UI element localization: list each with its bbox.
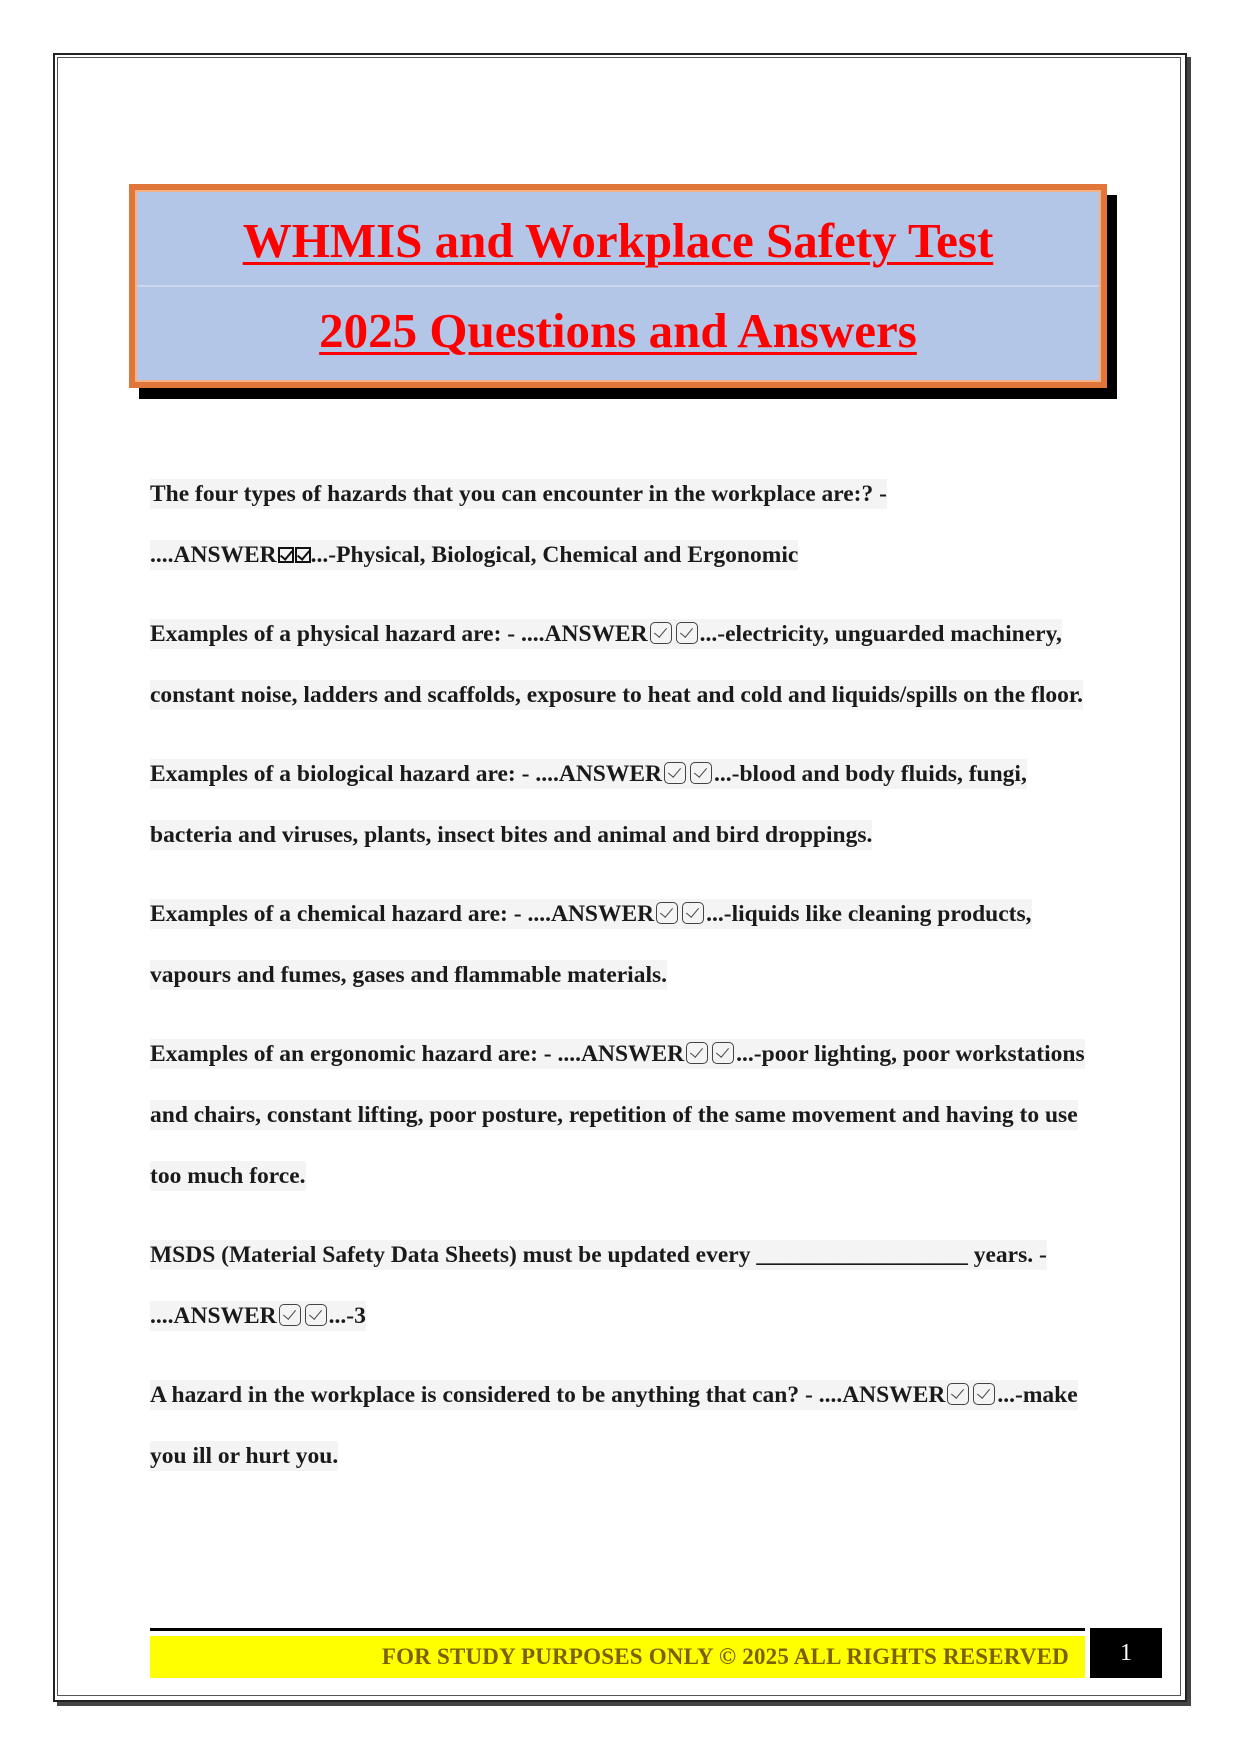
- answer-marker: ....ANSWER: [150, 1303, 277, 1329]
- checkbox-check-icon: [305, 1304, 327, 1326]
- qa-item: [150, 744, 1100, 866]
- answer-suffix: ...: [997, 1382, 1015, 1408]
- question-text: Examples of an ergonomic hazard are: -: [150, 1041, 558, 1067]
- qa-content: [150, 464, 1100, 1505]
- question-text: Examples of a physical hazard are: -: [150, 621, 521, 647]
- checkbox-check-icon: [656, 902, 678, 924]
- qa-item: [150, 1024, 1100, 1207]
- answer-text: -liquids like cleaning products, vapours and fumes, gases and flammable materials.: [150, 901, 1032, 988]
- checkbox-check-icon: [295, 547, 311, 563]
- answer-text: -electricity, unguarded machinery, constant noise, ladders and scaffolds, exposure to heat and cold and liquids/spills on the floor.: [150, 621, 1084, 708]
- footer-bar: [150, 1636, 1085, 1678]
- qa-item: [150, 604, 1100, 726]
- checkbox-check-icon: [650, 622, 672, 644]
- answer-marker: ....ANSWER: [535, 761, 663, 787]
- checkbox-check-icon: [690, 762, 712, 784]
- title-line-2: 2025 Questions and Answers: [319, 303, 917, 358]
- checkbox-check-icon: [712, 1042, 734, 1064]
- footer-text: FOR STUDY PURPOSES ONLY © 2025 ALL RIGHTS RESERVED: [381, 1644, 1069, 1669]
- checkbox-check-icon: [973, 1383, 995, 1405]
- question-text: The four types of hazards that you can encounter in the workplace are:? -: [150, 481, 887, 507]
- answer-text: -poor lighting, poor workstations and chairs, constant lifting, poor posture, repetition of the same movement and having to use too much force.: [150, 1041, 1085, 1189]
- answer-suffix: ...: [328, 1303, 347, 1329]
- answer-suffix: ...: [714, 761, 732, 787]
- qa-item: [150, 464, 1100, 586]
- question-text: MSDS (Material Safety Data Sheets) must be updated every __________________ years. -: [150, 1242, 1047, 1268]
- page-number: 1: [1090, 1628, 1162, 1678]
- title-box: [129, 184, 1107, 388]
- checkbox-check-icon: [686, 1042, 708, 1064]
- title-inner: [135, 190, 1101, 382]
- answer-text: -blood and body fluids, fungi, bacteria and viruses, plants, insect bites and animal and bird droppings.: [150, 761, 1027, 848]
- checkbox-check-icon: [947, 1383, 969, 1405]
- title-line-1: WHMIS and Workplace Safety Test: [242, 213, 994, 268]
- checkbox-check-icon: [664, 762, 686, 784]
- answer-text: -Physical, Biological, Chemical and Ergonomic: [328, 542, 799, 568]
- qa-item: [150, 1365, 1100, 1487]
- checkbox-check-icon: [278, 547, 294, 563]
- checkbox-check-icon: [279, 1304, 301, 1326]
- answer-marker: ....ANSWER: [818, 1382, 946, 1408]
- answer-marker: ....ANSWER: [557, 1041, 685, 1067]
- answer-marker: ....ANSWER: [521, 621, 648, 647]
- answer-marker: ....ANSWER: [150, 542, 277, 568]
- answer-suffix: ...: [310, 542, 329, 568]
- answer-suffix: ...: [706, 901, 724, 927]
- answer-suffix: ...: [736, 1041, 754, 1067]
- question-text: Examples of a chemical hazard are: -: [150, 901, 528, 927]
- checkbox-check-icon: [682, 902, 704, 924]
- answer-suffix: ...: [699, 621, 718, 647]
- answer-text: -3: [346, 1303, 366, 1329]
- qa-item: [150, 884, 1100, 1006]
- footer-rule: [150, 1628, 1085, 1631]
- answer-marker: ....ANSWER: [527, 901, 655, 927]
- question-text: Examples of a biological hazard are: -: [150, 761, 536, 787]
- answer-text: -make you ill or hurt you.: [150, 1382, 1078, 1469]
- question-text: A hazard in the workplace is considered to be anything that can? -: [150, 1382, 819, 1408]
- checkbox-check-icon: [676, 622, 698, 644]
- qa-item: [150, 1225, 1100, 1347]
